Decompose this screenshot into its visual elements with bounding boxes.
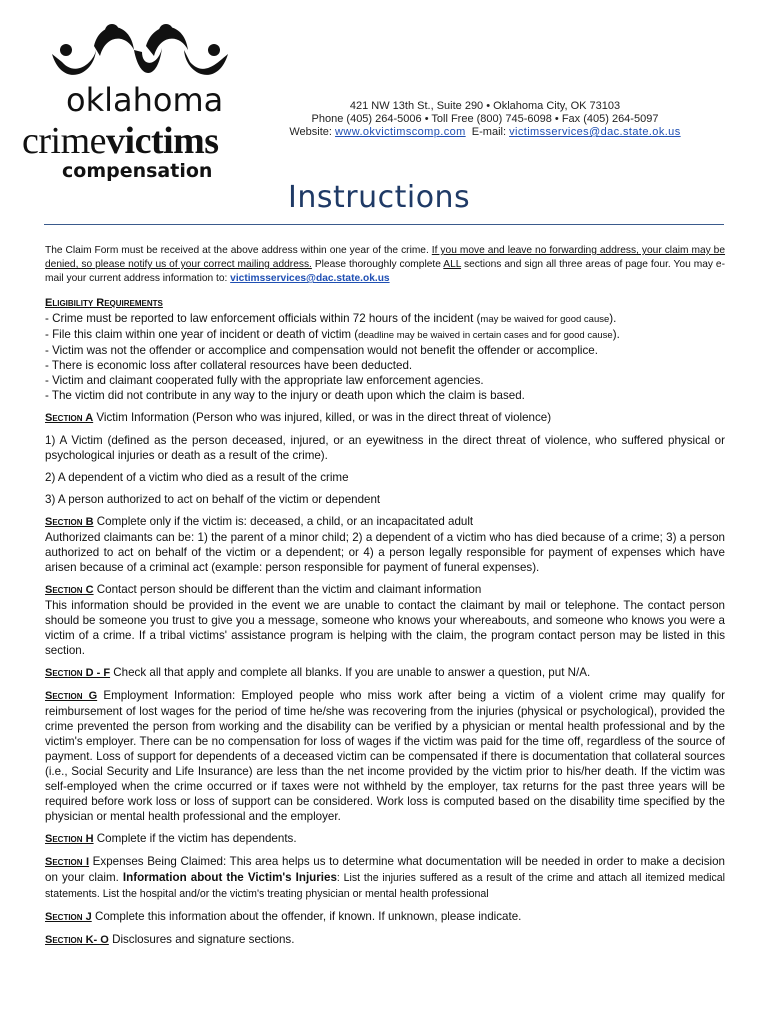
oklahoma-crime-victims-logo: [22, 22, 262, 192]
list-item: - Victim and claimant cooperated fully with the appropriate law enforcement agencies.: [45, 374, 484, 387]
list-item: - The victim did not contribute in any way to the injury or death upon which the claim is based.: [45, 389, 525, 402]
section-a-item-2: 2) A dependent of a victim who died as a result of the crime: [45, 471, 349, 484]
page-title: Instructions: [288, 180, 471, 215]
section-k-o: Section K- O Disclosures and signature sections.: [45, 933, 295, 946]
intro-paragraph: The Claim Form must be received at the above address within one year of the crime. If you move and leave no forwarding address, your claim may be denied, so please notify us of your correct mailing address. Please thoroughly complete ALL sections and sign all three areas of page four. You may e-mail your current address information to: victimsservices@dac.state.ok.us: [45, 245, 726, 284]
section-c-body: This information should be provided in the event we are unable to contact the claimant by mail or telephone. The contact person should be someone you trust to give you a message, someone who knows your whereabouts, and someone who knows you were a victim of a crime. If a tribal victims' assistance program is helping with the claim, the program contact person may be listed in this section.: [45, 599, 725, 657]
section-i: Section I Expenses Being Claimed: This area helps us to determine what documentation will be needed in order to make a decision on your claim. Information about the Victim's Injuries: List the injuries suffered as a result of the crime and attach all itemized medical statements. List the hospital and/or the victim's treating physician or mental health professional: [45, 855, 726, 900]
email-link[interactable]: victimsservices@dac.state.ok.us: [509, 126, 681, 138]
list-item: - Crime must be reported to law enforcement officials within 72 hours of the incident (may be waived for good cause).: [45, 312, 617, 325]
eligibility-requirements: [45, 296, 725, 403]
section-c: Section C Contact person should be different than the victim and claimant information This information should be provided in the event we are unable to contact the claimant by mail or telephone. The contact person should be someone you trust to give you a message, someone who knows your whereabouts, and someone who knows you were a victim of a crime. If a tribal victims' assistance program is helping with the claim, the program contact person may be listed in this section.: [45, 583, 725, 657]
section-a-item-1: 1) A Victim (defined as the person deceased, injured, or an eyewitness in the direct threat of violence, who suffered physical or psychological injuries or death as a result of the crime).: [45, 434, 725, 462]
section-a: Section A Victim Information (Person who was injured, killed, or was in the direct threat of violence): [45, 411, 552, 424]
list-item: - There is economic loss after collateral resources have been deducted.: [45, 359, 413, 372]
instructions-body: [45, 244, 725, 955]
logo-text-compensation: compensation: [62, 160, 213, 182]
contact-info: [270, 100, 700, 139]
intro-email-link[interactable]: victimsservices@dac.state.ok.us: [230, 273, 390, 284]
list-item: - Victim was not the offender or accomplice and compensation would not benefit the offender or accomplice.: [45, 344, 598, 357]
section-d-f: Section D - F Check all that apply and complete all blanks. If you are unable to answer a question, put N/A.: [45, 666, 591, 679]
section-h: Section H Complete if the victim has dependents.: [45, 832, 297, 845]
logo-text-oklahoma: oklahoma: [66, 81, 224, 119]
website-link[interactable]: www.okvictimscomp.com: [335, 126, 466, 138]
section-b-body: Authorized claimants can be: 1) the parent of a minor child; 2) a dependent of a victim who has died because of a crime; 3) a person authorized to act on behalf of the victim or a dependent; or 4) a person legally responsible for payment of expenses which have arisen because of a criminal act (example: person responsible for payment of funeral expenses).: [45, 531, 725, 574]
list-item: - File this claim within one year of incident or death of victim (deadline may be waived in certain cases and for good cause).: [45, 328, 620, 341]
section-a-item-3: 3) A person authorized to act on behalf of the victim or dependent: [45, 493, 381, 506]
people-figures-icon: [50, 22, 230, 84]
eligibility-heading: Eligibility Requirements: [45, 297, 163, 309]
section-j: Section J Complete this information about the offender, if known. If unknown, please indicate.: [45, 910, 522, 923]
phone-line: Phone (405) 264-5006 • Toll Free (800) 745-6098 • Fax (405) 264-5097: [311, 113, 659, 125]
address-line: 421 NW 13th St., Suite 290 • Oklahoma City, OK 73103: [349, 100, 621, 112]
title-divider: [44, 224, 724, 225]
section-b: Section B Complete only if the victim is: deceased, a child, or an incapacitated adult Authorized claimants can be: 1) the parent of a minor child; 2) a dependent of a victim who has died because of a crime; 3) a person authorized to act on behalf of the victim or a dependent; or 4) a person legally responsible for payment of expenses which have arisen because of a criminal act (example: person responsible for payment of funeral expenses).: [45, 515, 725, 574]
logo-text-crimevictims: crimevictims: [22, 120, 219, 162]
section-g: Section G Employment Information: Employed people who miss work after being a victim of a violent crime may qualify for reimbursement of lost wages for the period of time he/she was recovering from the injuries (physical or psychological), provided the crime prevented the person from working and the disability can be verified by a physician or mental health professional and by the victim's employer. There can be no compensation for loss of wages if the victim was paid for the time off, regardless of the source of payment. Loss of support for dependents of a deceased victim can be compensated if there is documentation that collateral sources (i.e., Social Security and Life Insurance) are less than the net income provided by the victim prior to his/her death. If the victim was self-employed when the crime occurred or if taxes were not withheld by the employer, tax returns for the past three years will be required before work loss or loss of support can be considered. Work loss is computed based on the disability time specified by the physician or mental health professional and the employer.: [45, 689, 725, 823]
web-email-line: Website: www.okvictimscomp.com E-mail: victimsservices@dac.state.ok.us: [289, 126, 681, 138]
